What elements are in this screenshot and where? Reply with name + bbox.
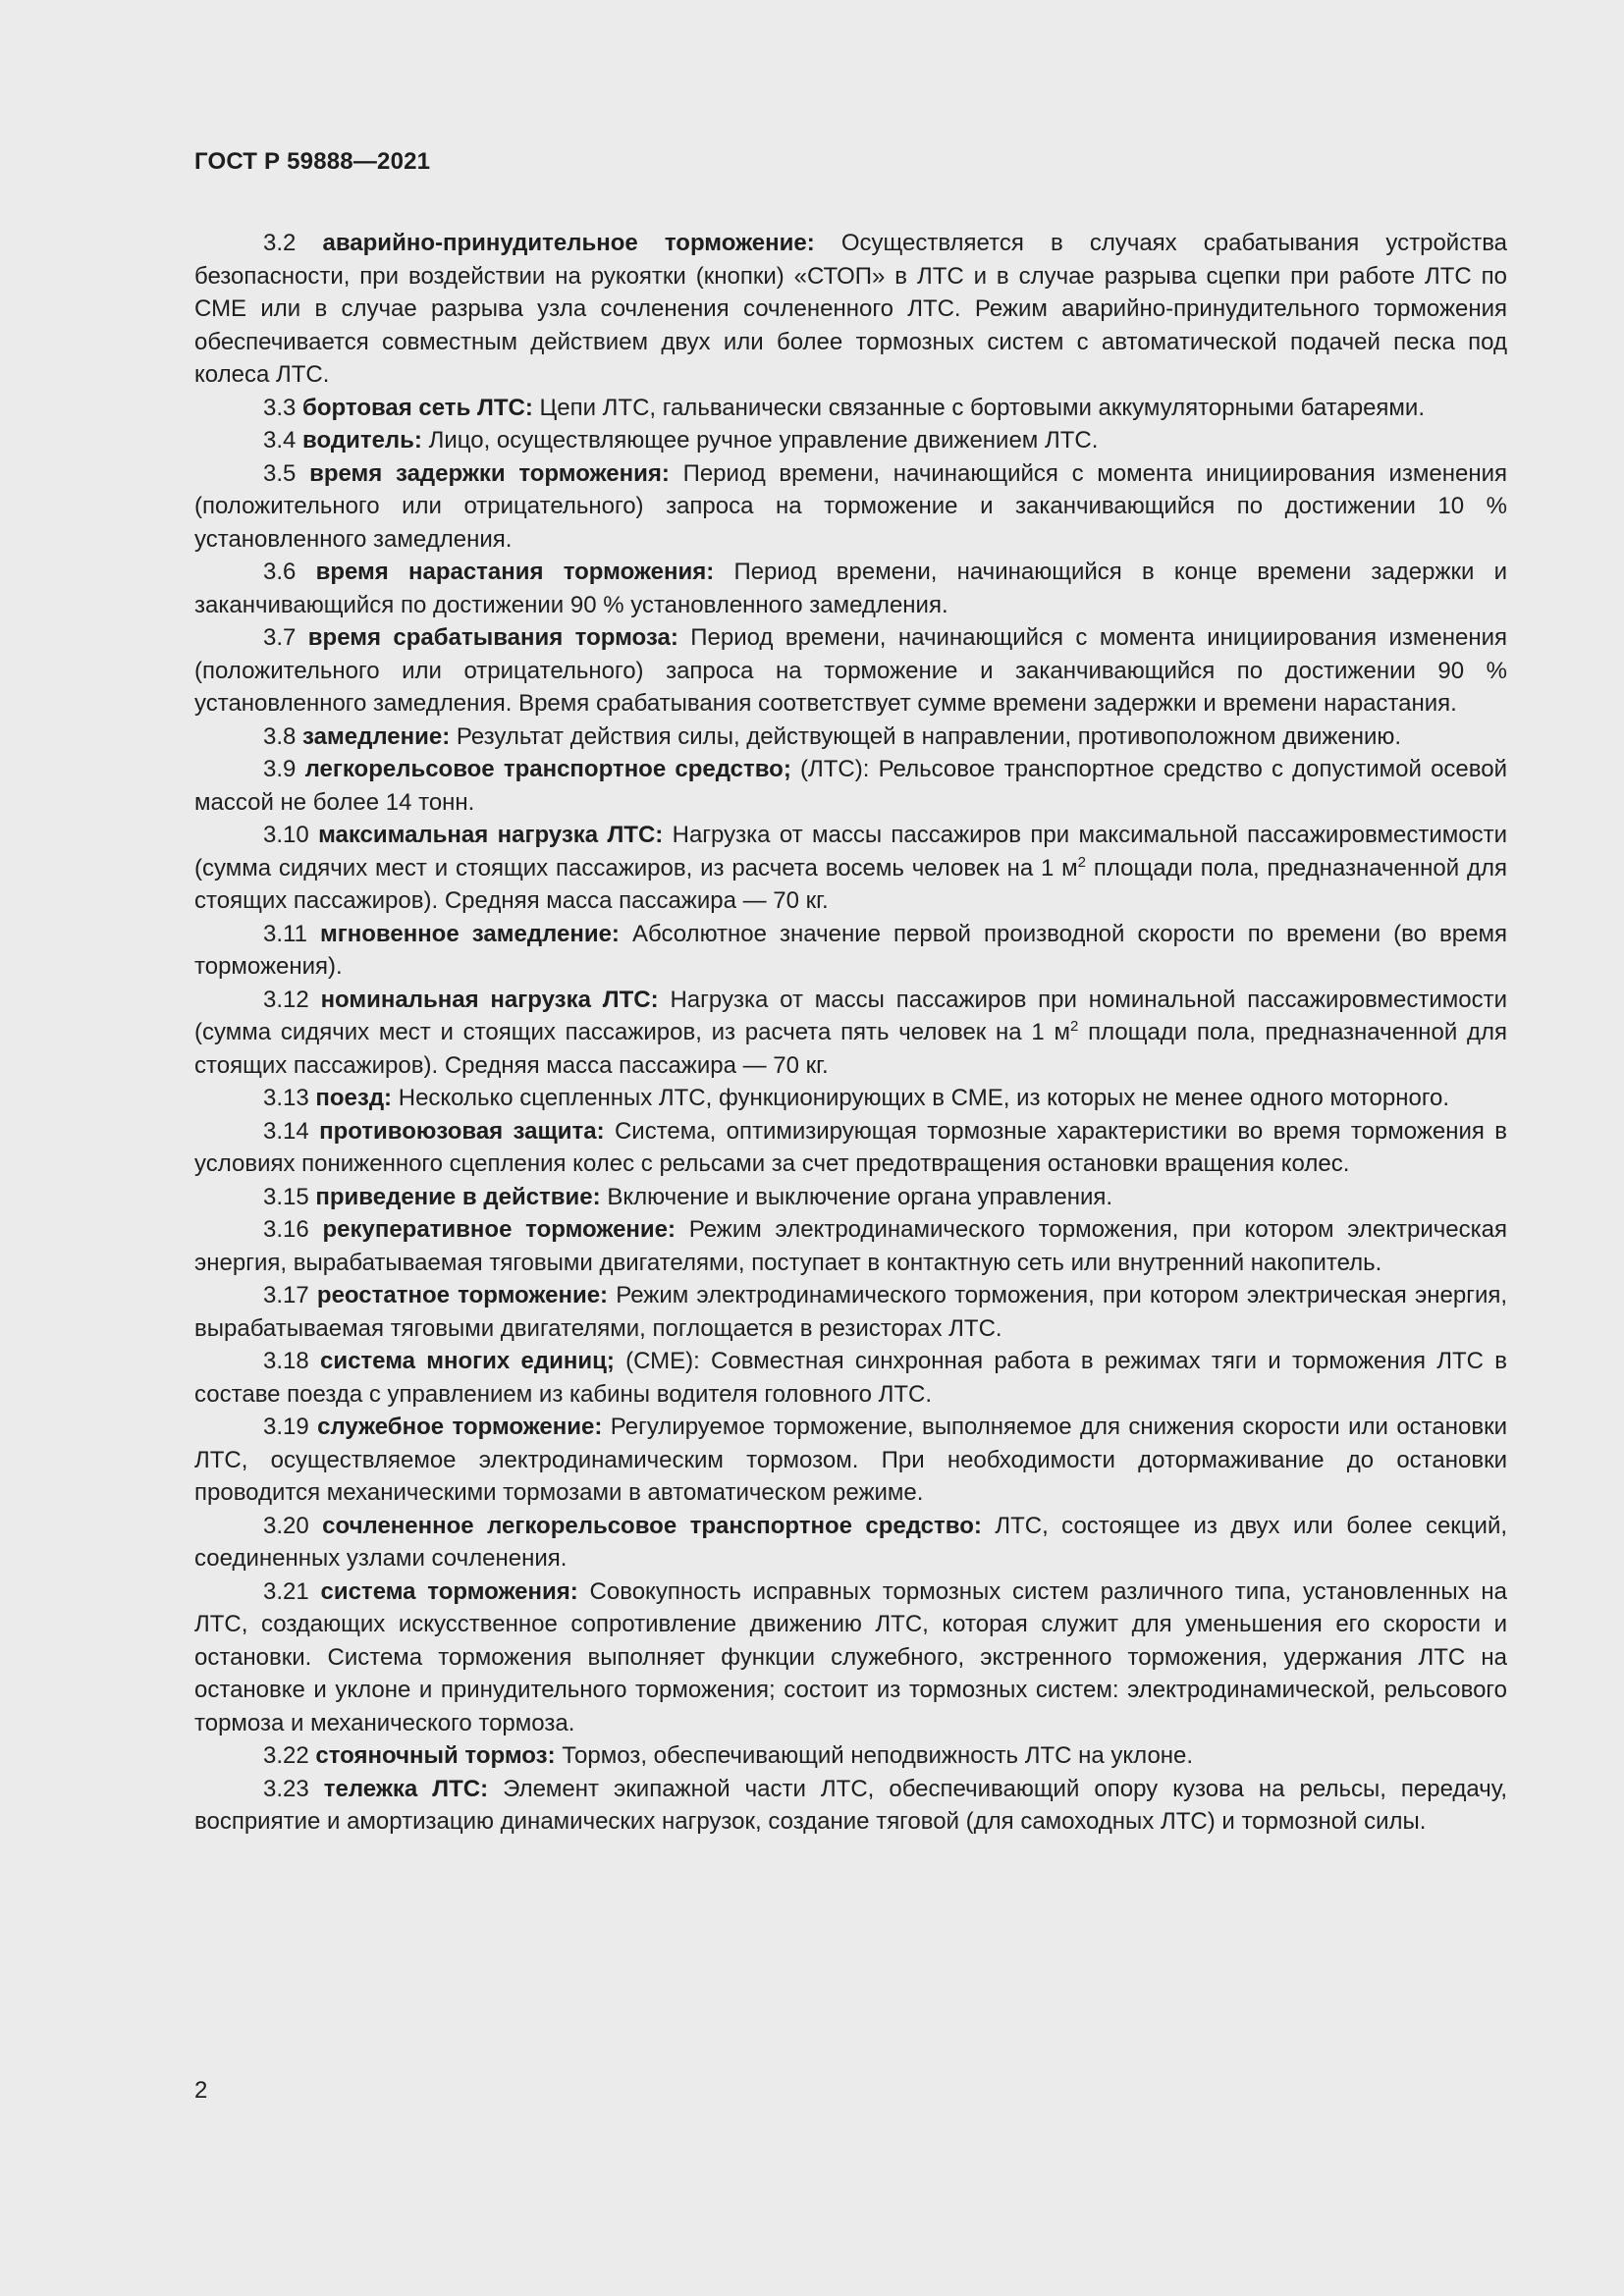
definition-entry [194,1115,1507,1181]
definitions-list [194,227,1507,1839]
definition-entry [194,621,1507,721]
definition-entry [194,392,1507,425]
entry-definition: Нагрузка от массы пассажиров при максимальной пассажировместимости (сумма сидячих мест и стоящих пассажиров, из расчета восемь человек на 1 м [194,822,1507,881]
entry-definition: (СМЕ): Совместная синхронная работа в режимах тяги и торможения ЛТС в составе поезда с управлением из кабины водителя головного ЛТС. [194,1348,1507,1408]
entry-number: 3.12 [263,986,309,1013]
definition-entry [194,1082,1507,1115]
entry-term: аварийно-принудительное торможение: [322,230,815,256]
entry-definition: Результат действия силы, действующей в направлении, противоположном движению. [456,722,1402,750]
definition-entry [194,1279,1507,1345]
entry-term: реостатное торможение: [316,1282,609,1308]
entry-definition: Период времени, начинающийся с момента инициирования изменения (положительного или отрицательного) запроса на торможение и заканчивающийся по достижении 10 % установленного замедления. [194,459,1507,553]
entry-definition: Режим электродинамического торможения, при котором электрическая энергия, вырабатываемая тяговыми двигателями, поступает в контактную сеть или внутренний накопитель. [194,1216,1507,1276]
entry-definition: Включение и выключение органа управления. [607,1183,1113,1210]
entry-definition: Нагрузка от массы пассажиров при номинальной пассажировместимости (сумма сидячих мест и стоящих пассажиров, из расчета пять человек на 1 м [194,986,1508,1045]
entry-number: 3.6 [263,559,297,585]
entry-definition: Цепи ЛТС, гальванически связанные с бортовыми аккумуляторными батареями. [539,394,1425,421]
entry-term: рекуперативное торможение: [322,1216,677,1243]
definition-entry [194,1773,1507,1839]
entry-term: максимальная нагрузка ЛТС: [318,822,664,848]
definition-entry [194,1213,1507,1279]
entry-term: время срабатывания тормоза: [307,624,678,651]
entry-term: мгновенное замедление: [320,920,620,947]
entry-definition: Режим электродинамического торможения, при котором электрическая энергия, вырабатываемая тяговыми двигателями, поглощается в резисторах ЛТС. [194,1282,1508,1342]
entry-number: 3.19 [263,1414,309,1440]
entry-definition: Регулируемое торможение, выполняемое для снижения скорости или остановки ЛТС, осуществляемое электродинамическим тормозом. При необходимости дотормаживание до остановки проводится механическими тормозами в автоматическом режиме. [194,1414,1507,1506]
document-header: ГОСТ Р 59888—2021 [194,148,431,175]
definition-entry [194,918,1507,984]
entry-number: 3.10 [263,822,309,848]
entry-definition-continued: площади пола, предназначенной для стоящих пассажиров). Средняя масса пассажира — 70 кг. [194,854,1507,914]
entry-term: сочлененное легкорельсовое транспортное средство: [322,1512,982,1539]
entry-number: 3.16 [263,1216,309,1243]
entry-term: время нарастания торможения: [315,559,715,585]
entry-number: 3.14 [263,1117,309,1145]
entry-definition: Осуществляется в случаях срабатывания устройства безопасности, при воздействии на рукоятки (кнопки) «СТОП» в ЛТС и в случае разрыва сцепки при работе ЛТС по СМЕ или в случае разрыва узла сочленения сочлененного ЛТС. Режим аварийно-принудительного торможения обеспечивается совместным действием двух или более тормозных систем с автоматической подачей песка под колеса ЛТС. [194,230,1508,388]
entry-term: система торможения: [320,1577,578,1605]
entry-number: 3.23 [263,1775,309,1802]
entry-number: 3.4 [263,427,297,454]
entry-term: легкорельсовое транспортное средство; [304,756,791,782]
entry-term: время задержки торможения: [309,459,670,487]
definition-entry [194,457,1507,557]
definition-entry [194,556,1507,621]
entry-number: 3.20 [263,1512,309,1539]
entry-number: 3.8 [263,722,297,750]
entry-definition: Тормоз, обеспечивающий неподвижность ЛТС на уклоне. [562,1742,1194,1769]
entry-definition: Период времени, начинающийся в конце времени задержки и заканчивающийся по достижении 90 % установленного замедления. [194,559,1508,618]
entry-number: 3.11 [263,920,307,947]
entry-term: водитель: [302,427,422,454]
superscript: 2 [1070,1018,1079,1035]
entry-definition: Абсолютное значение первой производной скорости по времени (во время торможения). [194,920,1507,980]
page-number: 2 [194,2077,208,2104]
entry-number: 3.3 [263,394,297,421]
definition-entry [194,424,1507,457]
entry-definition: Элемент экипажной части ЛТС, обеспечивающий опору кузова на рельсы, передачу, восприятие и амортизацию динамических нагрузок, создание тяговой (для самоходных ЛТС) и тормозной силы. [194,1775,1508,1835]
entry-definition: Период времени, начинающийся с момента инициирования изменения (положительного или отрицательного) запроса на торможение и заканчивающийся по достижении 90 % установленного замедления. Время срабатывания соответствует сумме времени задержки и времени нарастания. [194,624,1508,717]
entry-number: 3.22 [263,1742,309,1769]
entry-number: 3.17 [263,1282,309,1308]
entry-definition: ЛТС, состоящее из двух или более секций, соединенных узлами сочленения. [194,1512,1508,1572]
superscript: 2 [1077,853,1087,871]
entry-term: номинальная нагрузка ЛТС: [320,986,659,1013]
entry-number: 3.21 [263,1577,309,1605]
entry-number: 3.13 [263,1085,309,1111]
definition-entry [194,1739,1507,1773]
definition-entry [194,1181,1507,1214]
definition-entry [194,984,1507,1083]
entry-definition: Несколько сцепленных ЛТС, функционирующих в СМЕ, из которых не менее одного моторного. [398,1085,1450,1111]
definition-entry [194,721,1507,754]
definition-entry [194,819,1507,918]
entry-definition: Система, оптимизирующая тормозные характеристики во время торможения в условиях пониженного сцепления колес с рельсами за счет предотвращения остановки вращения колес. [194,1117,1508,1177]
entry-definition: Лицо, осуществляющее ручное управление движением ЛТС. [428,427,1099,454]
entry-term: поезд: [315,1085,393,1111]
definition-entry [194,1345,1507,1411]
entry-term: служебное торможение: [317,1414,603,1440]
entry-number: 3.18 [263,1348,309,1374]
entry-number: 3.9 [263,756,297,782]
entry-number: 3.2 [263,230,297,256]
entry-definition: (ЛТС): Рельсовое транспортное средство с допустимой осевой массой не более 14 тонн. [194,756,1508,816]
definition-entry [194,1575,1507,1740]
entry-definition: Совокупность исправных тормозных систем различного типа, установленных на ЛТС, создающих искусственное сопротивление движению ЛТС, которая служит для уменьшения его скорости и остановки. Система торможения выполняет функции служебного, экстренного торможения, удержания ЛТС на остановке и уклоне и принудительного торможения; состоит из тормозных систем: электродинамической, рельсового тормоза и механического тормоза. [194,1577,1508,1736]
definition-entry [194,227,1507,392]
entry-term: тележка ЛТС: [323,1775,489,1802]
entry-term: замедление: [302,722,451,750]
entry-term: система многих единиц; [319,1348,615,1374]
entry-term: приведение в действие: [315,1183,601,1210]
entry-term: противоюзовая защита: [319,1117,605,1145]
definition-entry [194,753,1507,819]
entry-definition-continued: площади пола, предназначенной для стоящих пассажиров). Средняя масса пассажира — 70 кг. [194,1019,1507,1079]
entry-term: стояночный тормоз: [315,1742,556,1769]
definition-entry [194,1510,1507,1575]
definition-entry [194,1411,1507,1510]
entry-term: бортовая сеть ЛТС: [302,394,533,421]
entry-number: 3.7 [263,624,297,651]
entry-number: 3.15 [263,1183,309,1210]
entry-number: 3.5 [263,459,297,487]
